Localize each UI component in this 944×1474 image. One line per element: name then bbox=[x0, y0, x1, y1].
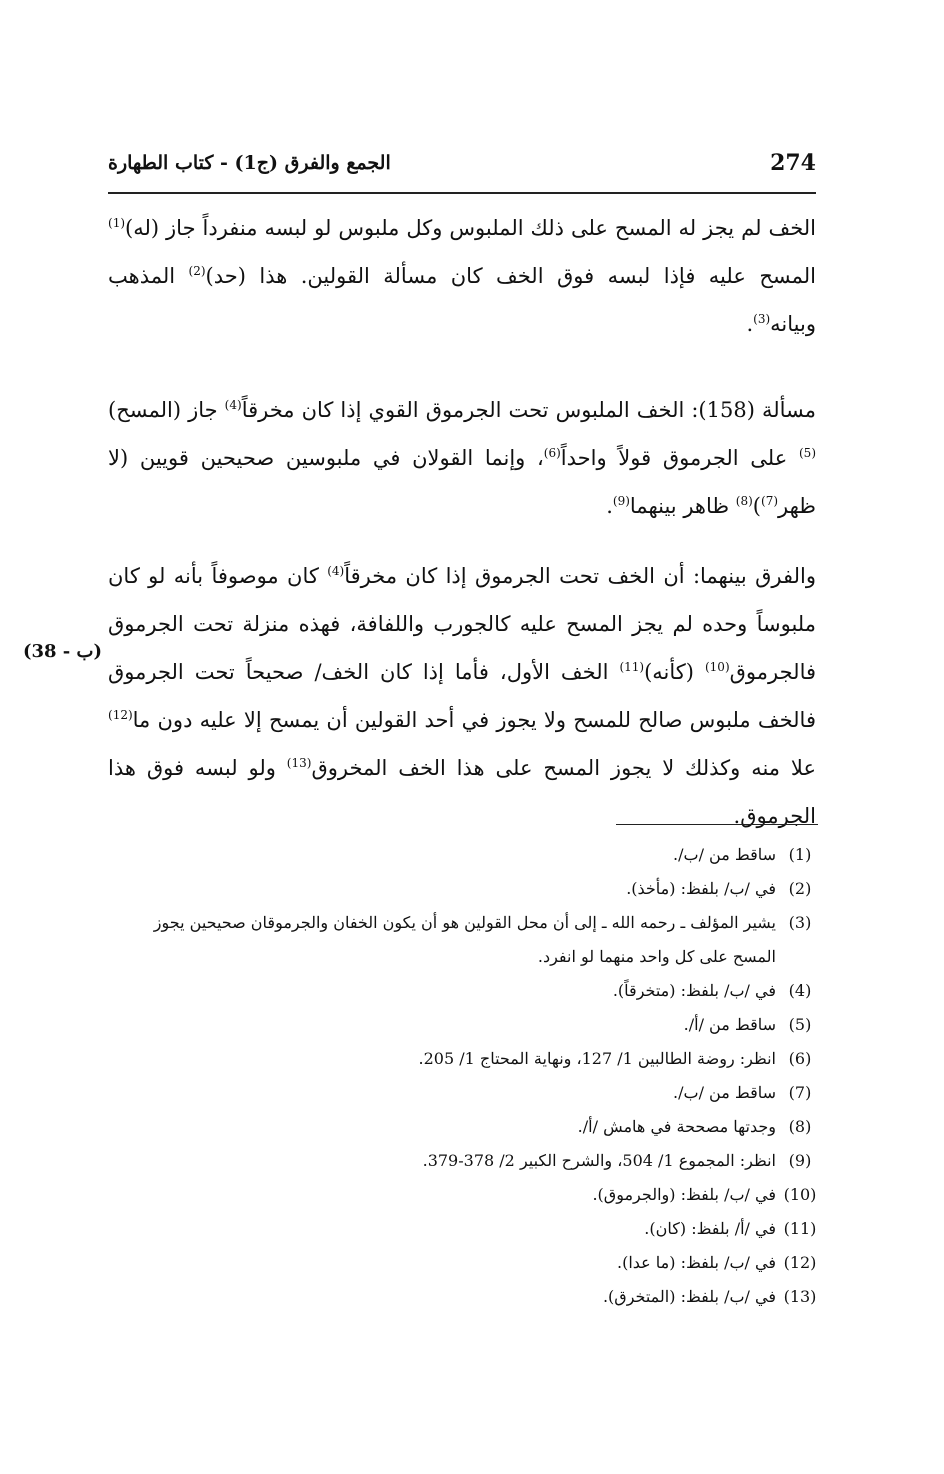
footnote-text: في /ب/ بلفظ: (مأخذ). bbox=[626, 879, 776, 898]
footnote-text: في /ب/ بلفظ: (ما عدا). bbox=[617, 1253, 776, 1272]
footnote-text: انظر: المجموع 1/ 504، والشرح الكبير 2/ 378-379. bbox=[422, 1151, 776, 1170]
footnote-ref: (4) bbox=[224, 398, 242, 412]
footnote-ref: (6) bbox=[543, 446, 561, 460]
text-run: الخف الأول، فأما إذا كان الخف/ صحيحاً تحت الجرموق فالخف ملبوس صالح للمسح ولا يجوز في أحد القولين أن يمسح إلا عليه دون ما bbox=[108, 660, 816, 732]
text-run: ظاهر بينهما bbox=[629, 494, 736, 518]
footnote-text: في /ب/ بلفظ: (والجرموق). bbox=[592, 1185, 776, 1204]
footnote-item bbox=[108, 1144, 824, 1178]
footnote-number: (1) bbox=[788, 845, 812, 864]
footnote-text: يشير المؤلف ـ رحمه الله ـ إلى أن محل القولين هو أن يكون الخفان والجرموقان صحيحين يجوز المسح على كل واحد منهما لو انفرد. bbox=[153, 913, 776, 966]
footnote-item bbox=[108, 1178, 824, 1212]
paragraph-2 bbox=[108, 386, 816, 530]
footnote-ref: (4) bbox=[327, 564, 345, 578]
text-run: علا منه وكذلك لا يجوز المسح على هذا الخف المخروق bbox=[311, 756, 816, 780]
paragraph-3 bbox=[108, 552, 816, 840]
footnote-ref: (9) bbox=[612, 494, 630, 508]
footnote-ref: (2) bbox=[188, 264, 206, 278]
footnote-item bbox=[108, 1246, 824, 1280]
footnote-item bbox=[108, 974, 824, 1008]
footnote-ref: (1) bbox=[108, 216, 126, 230]
paragraph-1 bbox=[108, 204, 816, 348]
text-run: ، وإنما القولان في ملبوسين صحيحين قويين (لا ظهر bbox=[108, 446, 816, 518]
footnote-number: (5) bbox=[788, 1015, 812, 1034]
footnote-item bbox=[108, 906, 824, 974]
footnote-number: (9) bbox=[788, 1151, 812, 1170]
text-run: على الجرموق قولاً واحداً bbox=[560, 446, 799, 470]
footnotes-list bbox=[108, 838, 824, 1314]
footnote-item bbox=[108, 1008, 824, 1042]
footnote-text: وجدتها مصححة في هامش /أ/. bbox=[577, 1117, 776, 1136]
page-number: 274 bbox=[770, 150, 816, 176]
footnote-item bbox=[108, 1280, 824, 1314]
footnote-ref: (7) bbox=[761, 494, 779, 508]
footnote-ref: (11) bbox=[619, 660, 645, 674]
text-run: مسألة (158): الخف الملبوس تحت الجرموق القوي إذا كان مخرقاً bbox=[241, 398, 816, 422]
footnote-number: (10) bbox=[783, 1185, 817, 1204]
footnote-text: ساقط من /أ/. bbox=[683, 1015, 776, 1034]
manuscript-margin-note: (38 - ب) bbox=[22, 641, 102, 662]
footnote-item bbox=[108, 872, 824, 906]
footnote-item bbox=[108, 1110, 824, 1144]
footnote-number: (6) bbox=[788, 1049, 812, 1068]
footnote-separator bbox=[616, 824, 818, 825]
footnote-ref: (10) bbox=[704, 660, 730, 674]
footnote-number: (12) bbox=[783, 1253, 817, 1272]
text-run: ولو لبسه فوق هذا الجرموق. bbox=[108, 756, 816, 828]
footnote-item bbox=[108, 1076, 824, 1110]
text-run: المسح عليه فإذا لبسه فوق الخف كان مسألة القولين. هذا (حد) bbox=[205, 264, 816, 288]
page-header bbox=[108, 150, 816, 194]
text-run: ) bbox=[752, 494, 761, 518]
footnote-text: في /ب/ بلفظ: (متخرقاً). bbox=[612, 981, 776, 1000]
text-run: الخف لم يجز له المسح على ذلك الملبوس وكل ملبوس لو لبسه منفرداً جاز (له) bbox=[125, 216, 816, 240]
footnote-number: (13) bbox=[783, 1287, 817, 1306]
text-run: كان موصوفاً بأنه لو كان ملبوساً وحده لم يجز المسح عليه كالجورب واللفافة، فهذه منزلة تحت الجرموق فالجرموق bbox=[108, 564, 817, 684]
running-title: الجمع والفرق (ج1) - كتاب الطهارة bbox=[108, 152, 391, 174]
footnote-number: (2) bbox=[788, 879, 812, 898]
footnote-ref: (13) bbox=[286, 756, 312, 770]
text-run: المذهب وبيانه bbox=[108, 264, 816, 336]
footnote-number: (11) bbox=[783, 1219, 817, 1238]
footnote-ref: (5) bbox=[798, 446, 816, 460]
text-run: جاز (المسح) bbox=[108, 398, 225, 422]
footnote-item bbox=[108, 838, 824, 872]
footnote-number: (8) bbox=[788, 1117, 812, 1136]
text-run: . bbox=[606, 494, 613, 518]
footnote-number: (7) bbox=[788, 1083, 812, 1102]
text-run: والفرق بينهما: أن الخف تحت الجرموق إذا كان مخرقاً bbox=[344, 564, 816, 588]
footnote-ref: (8) bbox=[735, 494, 753, 508]
text-run: . bbox=[746, 312, 754, 336]
footnote-text: ساقط من /ب/. bbox=[673, 1083, 776, 1102]
footnote-item bbox=[108, 1042, 824, 1076]
footnote-text: في /ب/ بلفظ: (المتخرق). bbox=[602, 1287, 776, 1306]
footnote-text: ساقط من /ب/. bbox=[673, 845, 776, 864]
footnote-number: (4) bbox=[788, 981, 812, 1000]
text-run: (كأنه) bbox=[644, 660, 705, 684]
footnote-text: انظر: روضة الطالبين 1/ 127، ونهاية المحتاج 1/ 205. bbox=[418, 1049, 776, 1068]
footnote-text: في /أ/ بلفظ: (كان). bbox=[644, 1219, 776, 1238]
footnote-ref: (12) bbox=[108, 708, 133, 722]
footnote-number: (3) bbox=[788, 913, 812, 932]
footnote-item bbox=[108, 1212, 824, 1246]
footnote-ref: (3) bbox=[753, 312, 771, 326]
